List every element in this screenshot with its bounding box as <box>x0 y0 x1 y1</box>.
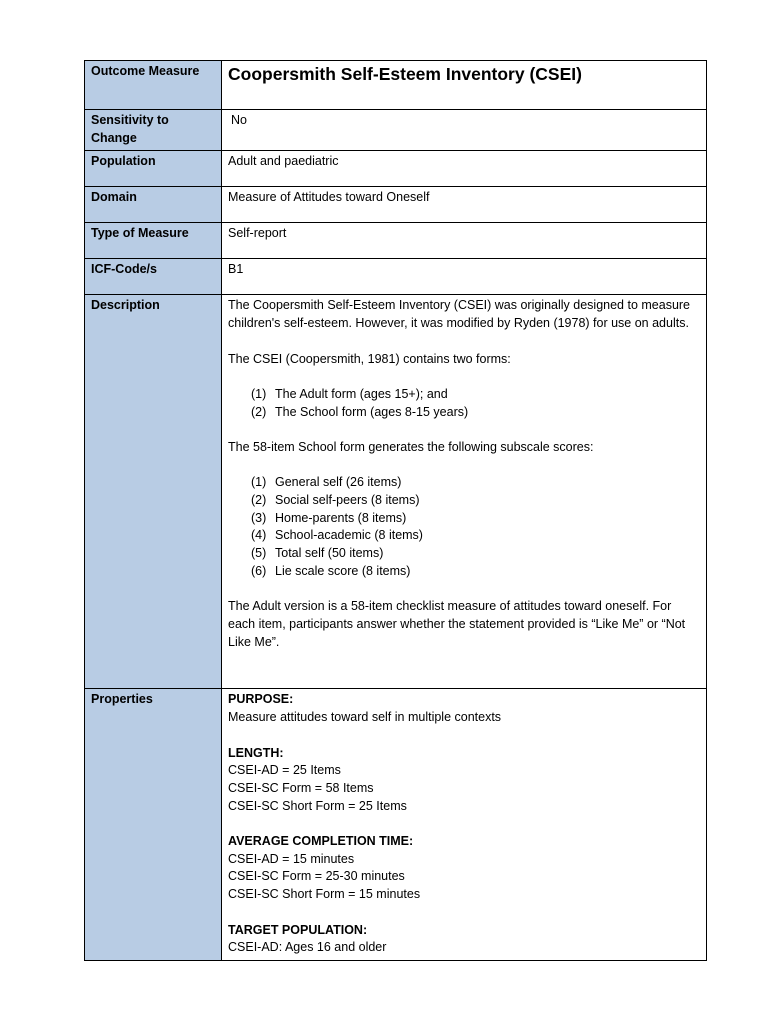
list-item: (5) Total self (50 items) <box>251 546 384 561</box>
label-domain: Domain <box>85 187 222 223</box>
label-outcome-measure: Outcome Measure <box>85 61 222 110</box>
length-heading: LENGTH: <box>228 745 284 760</box>
label-population: Population <box>85 151 222 187</box>
length-line: CSEI-SC Form = 58 Items <box>228 780 374 795</box>
row-description <box>85 295 707 689</box>
row-icf-code <box>85 259 707 295</box>
purpose-text: Measure attitudes toward self in multiple contexts <box>228 710 502 725</box>
description-intro: The Coopersmith Self-Esteem Inventory (CSEI) was originally designed to measure children's self-esteem. However, it was modified by Ryden (1978) for use on adults. <box>228 298 691 331</box>
value-sensitivity <box>222 110 707 151</box>
target-population-heading: TARGET POPULATION: <box>228 922 368 937</box>
label-icf-code: ICF-Code/s <box>85 259 222 295</box>
row-domain <box>85 187 707 223</box>
value-properties <box>222 689 707 961</box>
completion-time-line: CSEI-AD = 15 minutes <box>228 851 355 866</box>
measure-title: Coopersmith Self-Esteem Inventory (CSEI) <box>228 64 582 84</box>
list-item: (6) Lie scale score (8 items) <box>251 563 411 578</box>
target-population-line: CSEI-AD: Ages 16 and older <box>228 940 387 955</box>
subscales-intro: The 58-item School form generates the following subscale scores: <box>228 439 594 454</box>
row-sensitivity <box>85 110 707 151</box>
value-outcome-measure <box>222 61 707 110</box>
row-properties <box>85 689 707 961</box>
completion-time-line: CSEI-SC Short Form = 15 minutes <box>228 887 421 902</box>
row-type-of-measure <box>85 223 707 259</box>
list-item: (1) The Adult form (ages 15+); and <box>251 386 448 401</box>
list-item: (4) School-academic (8 items) <box>251 528 423 543</box>
subscales-list <box>228 474 700 580</box>
value-population: Adult and paediatric <box>222 151 707 187</box>
sensitivity-value: No <box>231 113 247 127</box>
adult-version-text: The Adult version is a 58-item checklist measure of attitudes toward oneself. For each item, participants answer whether the statement provided is “Like Me” or “Not Like Me”. <box>228 599 686 649</box>
outcome-measure-table <box>84 60 707 961</box>
value-description <box>222 295 707 689</box>
value-domain: Measure of Attitudes toward Oneself <box>222 187 707 223</box>
completion-time-heading: AVERAGE COMPLETION TIME: <box>228 834 414 848</box>
label-properties: Properties <box>85 689 222 961</box>
length-line: CSEI-SC Short Form = 25 Items <box>228 798 407 813</box>
list-item: (2) The School form (ages 8-15 years) <box>251 404 469 419</box>
row-outcome-measure <box>85 61 707 110</box>
forms-list <box>228 386 700 421</box>
row-population <box>85 151 707 187</box>
value-type-of-measure: Self-report <box>222 223 707 259</box>
list-item: (1) General self (26 items) <box>251 475 402 490</box>
label-type-of-measure: Type of Measure <box>85 223 222 259</box>
length-line: CSEI-AD = 25 Items <box>228 763 341 778</box>
list-item: (2) Social self-peers (8 items) <box>251 493 420 508</box>
label-description: Description <box>85 295 222 689</box>
value-icf-code: B1 <box>222 259 707 295</box>
list-item: (3) Home-parents (8 items) <box>251 510 407 525</box>
label-sensitivity: Sensitivity to Change <box>85 110 222 151</box>
forms-intro: The CSEI (Coopersmith, 1981) contains two forms: <box>228 351 511 366</box>
completion-time-line: CSEI-SC Form = 25-30 minutes <box>228 869 405 884</box>
purpose-heading: PURPOSE: <box>228 692 294 707</box>
